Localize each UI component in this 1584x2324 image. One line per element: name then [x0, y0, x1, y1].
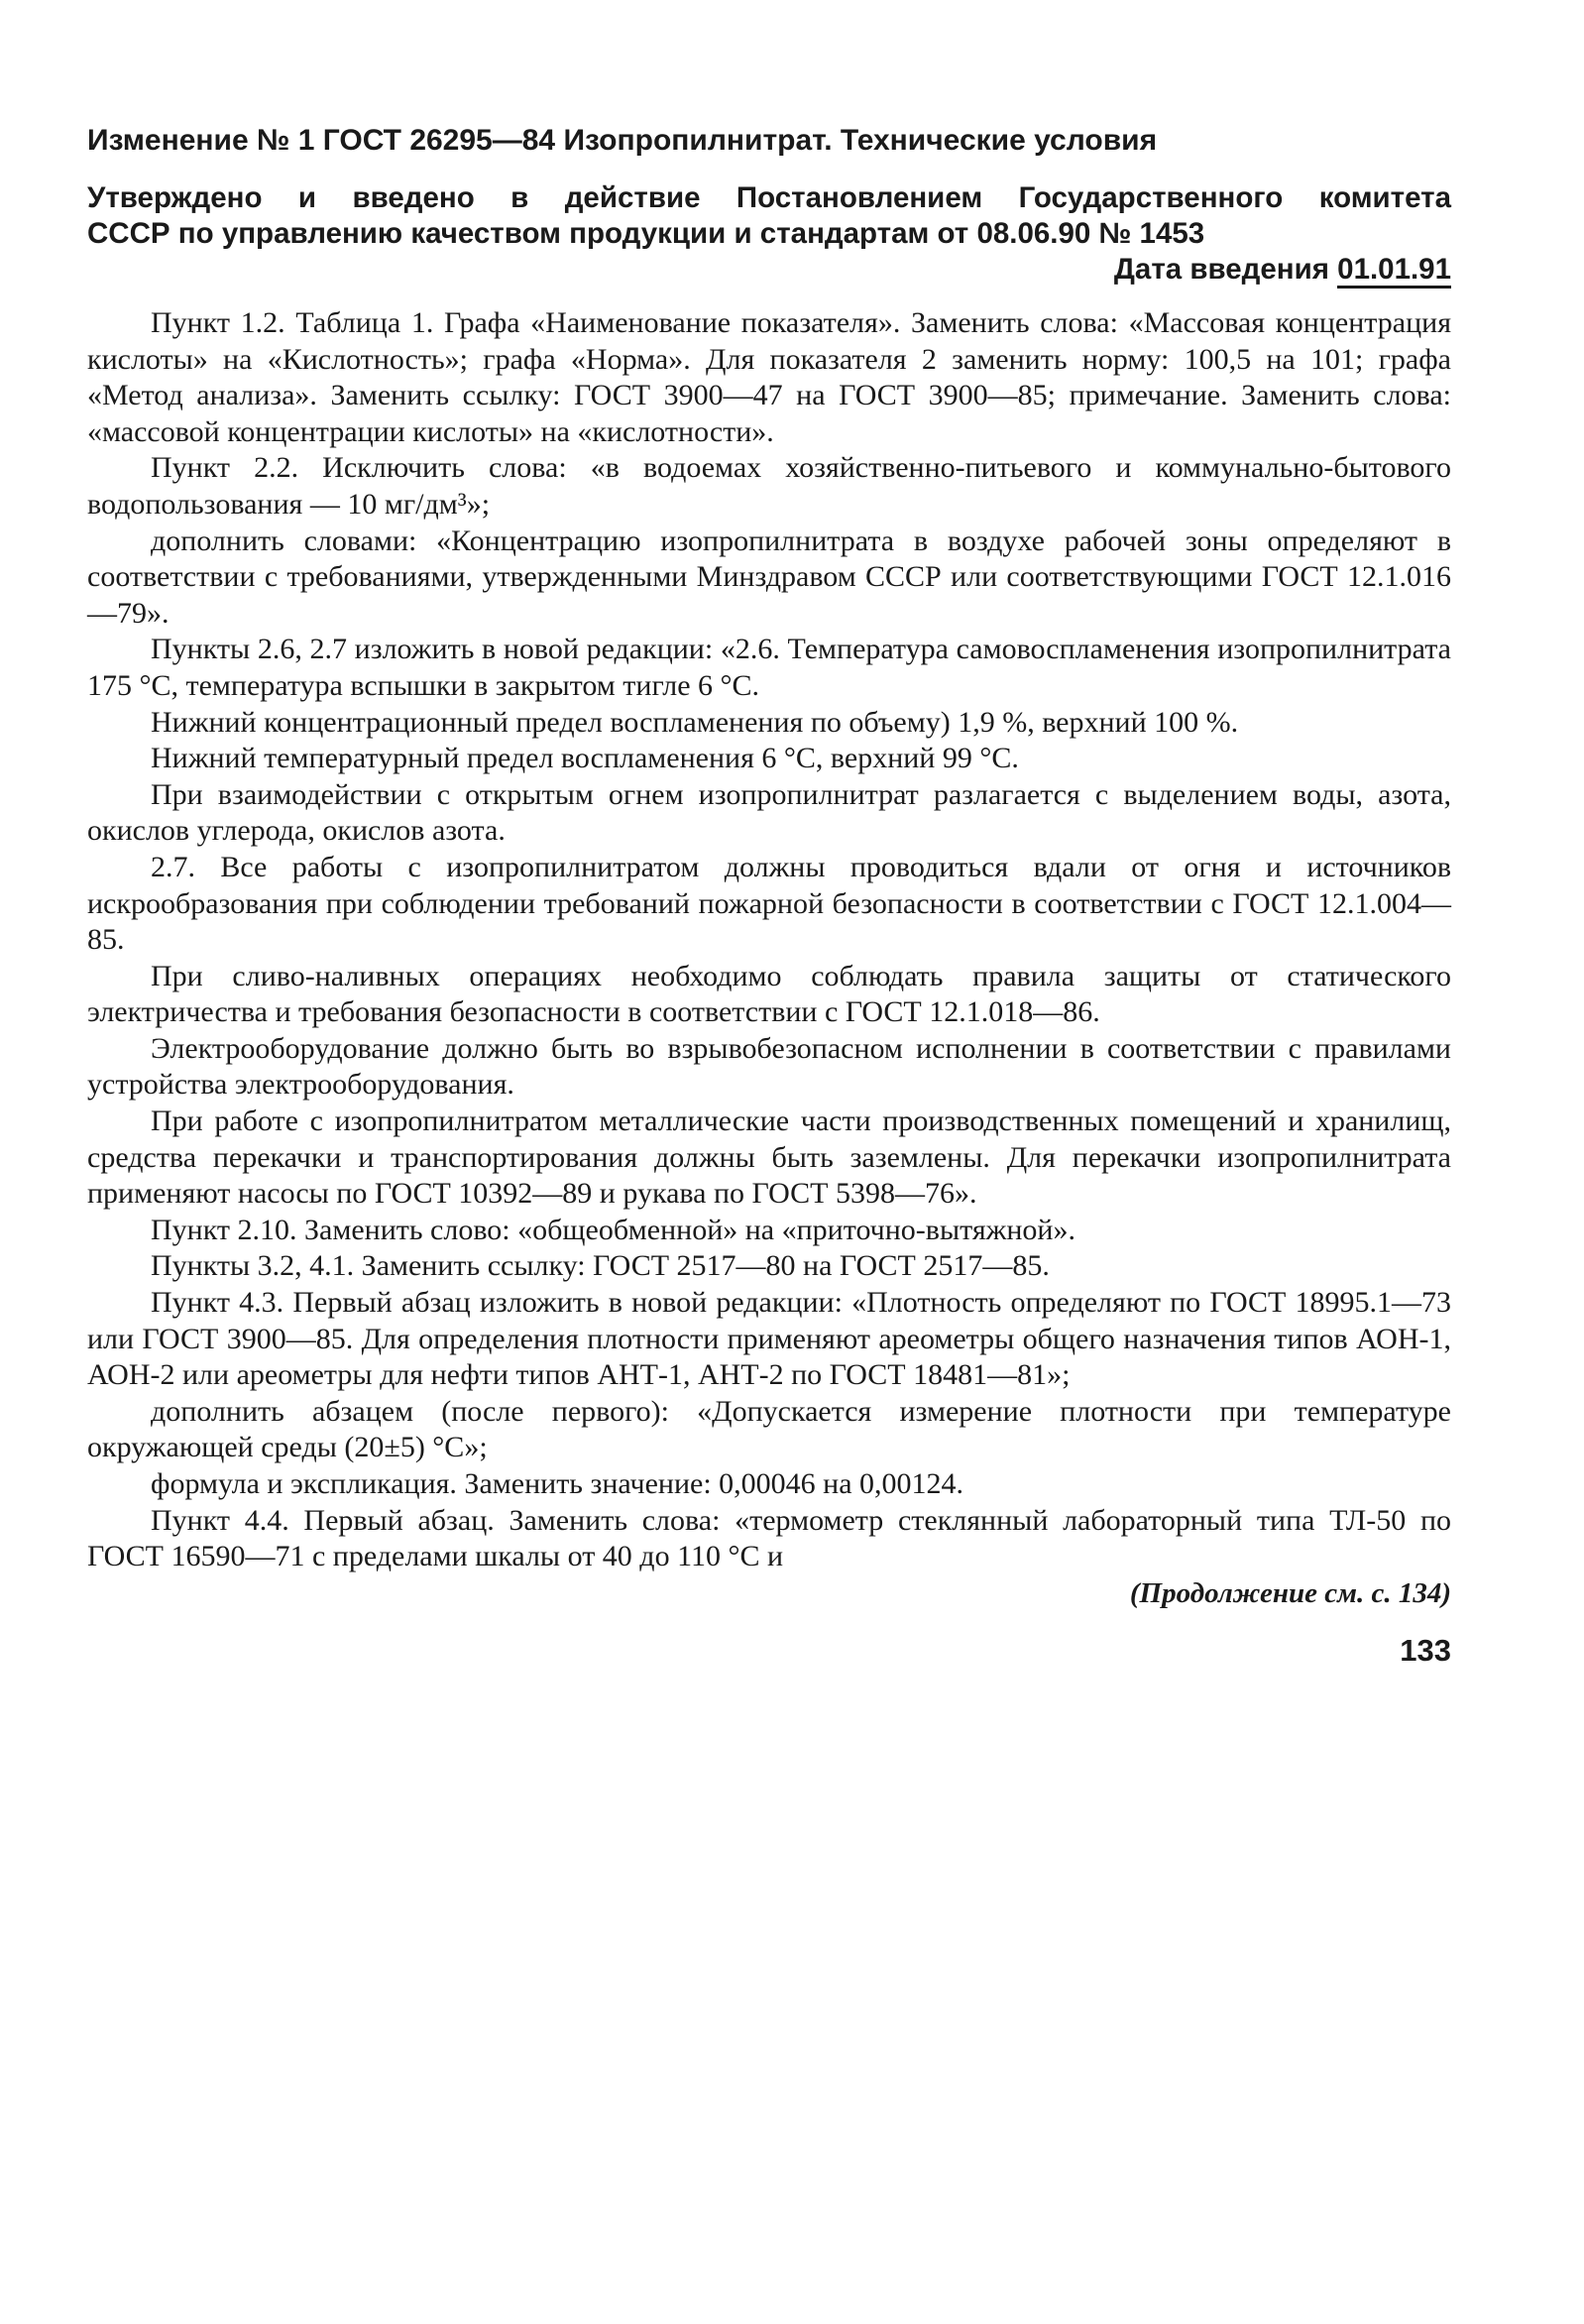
page-number: 133: [1400, 1632, 1451, 1668]
continuation-note: (Продолжение см. с. 134): [1129, 1576, 1451, 1609]
document-page: [87, 123, 1451, 1669]
paragraph-7: При взаимодействии с открытым огнем изопропилнитрат разлагается с выделением воды, азота, окислов углерода, окислов азота.: [87, 777, 1451, 848]
paragraph-10: Электрооборудование должно быть во взрывобезопасном исполнении в соответствии с правилами устройства электрооборудования.: [87, 1031, 1451, 1102]
paragraph-5: Нижний концентрационный предел воспламенения по объему) 1,9 %, верхний 100 %.: [151, 705, 1239, 739]
approval-line-2: СССР по управлению качеством продукции и стандартам от 08.06.90 № 1453: [87, 217, 1205, 250]
paragraph-3: дополнить словами: «Концентрацию изопропилнитрата в воздухе рабочей зоны определяют в соответствии с требованиями, утвержденными Минздравом СССР или соответствующими ГОСТ 12.1.016—79».: [87, 523, 1451, 630]
paragraph-14: Пункт 4.3. Первый абзац изложить в новой редакции: «Плотность определяют по ГОСТ 18995.1—73 или ГОСТ 3900—85. Для определения плотности применяют ареометры общего назначения типов АОН-1, АОН-2 или ареометры для нефти типов АНТ-1, АНТ-2 по ГОСТ 18481—81»;: [87, 1286, 1451, 1392]
introduction-date-label: Дата введения: [1113, 253, 1329, 286]
document-title: Изменение № 1 ГОСТ 26295—84 Изопропилнитрат. Технические условия: [87, 124, 1158, 157]
introduction-date: [87, 252, 1451, 288]
paragraph-17: Пункт 4.4. Первый абзац. Заменить слова: «термометр стеклянный лабораторный типа ТЛ-50 по ГОСТ 16590—71 с пределами шкалы от 40 до 110 °С и: [87, 1503, 1451, 1573]
paragraph-11: При работе с изопропилнитратом металлические части производственных помещений и хранилищ, средства перекачки и транспортирования должны быть заземлены. Для перекачки изопропилнитрата применяют насосы по ГОСТ 10392—89 и рукава по ГОСТ 5398—76».: [87, 1104, 1451, 1211]
paragraph-8: 2.7. Все работы с изопропилнитратом должны проводиться вдали от огня и источников искрообразования при соблюдении требований пожарной безопасности в соответствии с ГОСТ 12.1.004—85.: [87, 850, 1451, 957]
paragraph-2: Пункт 2.2. Исключить слова: «в водоемах хозяйственно-питьевого и коммунально-бытового водопользования — 10 мг/дм³»;: [87, 451, 1451, 521]
document-body: [87, 305, 1451, 1575]
introduction-date-value: 01.01.91: [1337, 253, 1451, 289]
paragraph-16: формула и экспликация. Заменить значение: 0,00046 на 0,00124.: [151, 1467, 964, 1500]
paragraph-6: Нижний температурный предел воспламенения 6 °С, верхний 99 °С.: [151, 742, 1019, 775]
paragraph-13: Пункты 3.2, 4.1. Заменить ссылку: ГОСТ 2517—80 на ГОСТ 2517—85.: [151, 1249, 1050, 1283]
paragraph-9: При сливо-наливных операциях необходимо соблюдать правила защиты от статического электричества и требования безопасности в соответствии с ГОСТ 12.1.018—86.: [87, 959, 1451, 1029]
paragraph-4: Пункты 2.6, 2.7 изложить в новой редакции: «2.6. Температура самовоспламенения изопропилнитрата 175 °С, температура вспышки в закрытом тигле 6 °С.: [87, 633, 1451, 702]
paragraph-12: Пункт 2.10. Заменить слово: «общеобменной» на «приточно-вытяжной».: [151, 1213, 1075, 1246]
paragraph-1: Пункт 1.2. Таблица 1. Графа «Наименование показателя». Заменить слова: «Массовая концентрация кислоты» на «Кислотность»; графа «Норма». Для показателя 2 заменить норму: 100,5 на 101; графа «Метод анализа». Заменить ссылку: ГОСТ 3900—47 на ГОСТ 3900—85; примечание. Заменить слова: «массовой концентрации кислоты» на «кислотности».: [87, 306, 1451, 448]
paragraph-15: дополнить абзацем (после первого): «Допускается измерение плотности при температуре окружающей среды (20±5) °С»;: [87, 1394, 1451, 1464]
approval-line-1: Утверждено и введено в действие Постановлением Государственного комитета: [87, 181, 1451, 214]
